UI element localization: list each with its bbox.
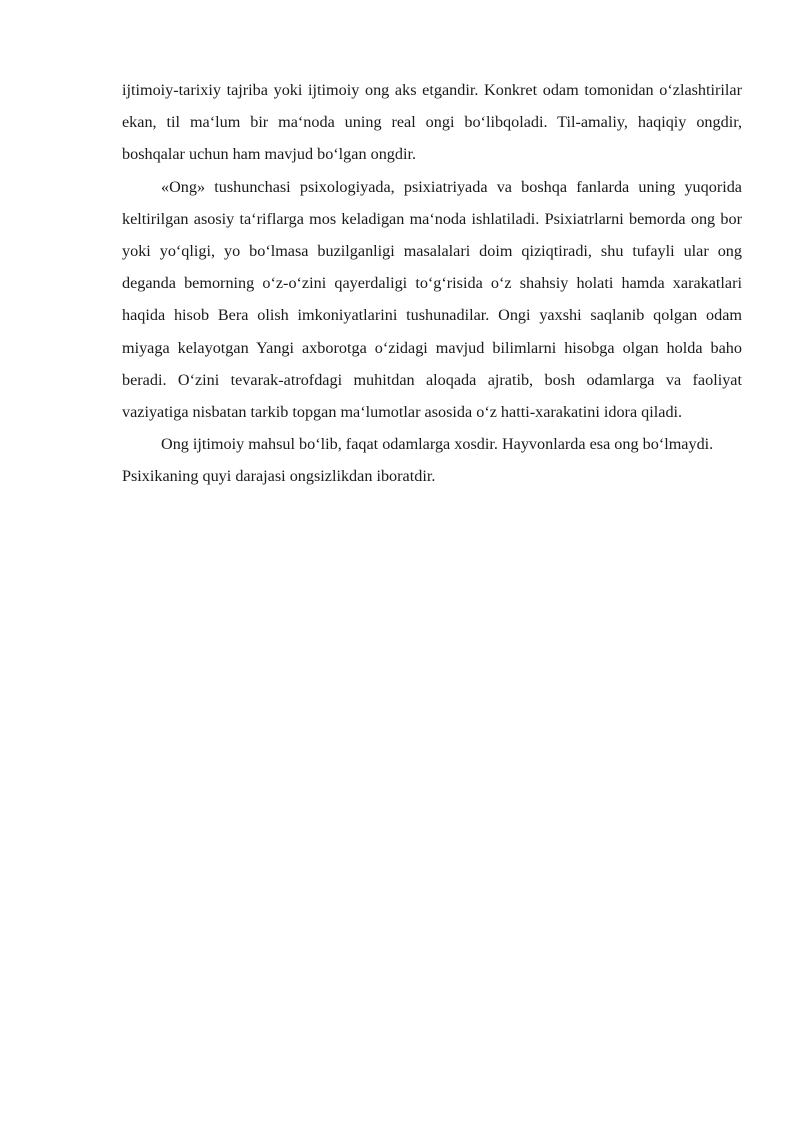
- body-text: [122, 74, 742, 493]
- paragraph-ong-concept: «Ong» tushunchasi psixologiyada, psixiatriyada va boshqa fanlarda uning yuqorida keltirilgan asosiy ta‘riflarga mos keladigan ma‘noda ishlatiladi. Psixiatrlarni bemorda ong bor yoki yo‘qligi, yo bo‘lmasa buzilganligi masalalari doim qiziqtiradi, shu tufayli ular ong deganda bemorning o‘z-o‘zini qayerdaligi to‘g‘risida o‘z shahsiy holati hamda xarakatlari haqida hisob Bera olish imkoniyatlarini tushunadilar. Ongi yaxshi saqlanib qolgan odam miyaga kelayotgan Yangi axborotga o‘zidagi mavjud bilimlarni hisobga olgan holda baho beradi. O‘zini tevarak-atrofdagi muhitdan aloqada ajratib, bosh odamlarga va faoliyat vaziyatiga nisbatan tarkib topgan ma‘lumotlar asosida o‘z hatti-xarakatini idora qiladi.: [122, 177, 742, 422]
- paragraph-social-product: Ong ijtimoiy mahsul bo‘lib, faqat odamlarga xosdir. Hayvonlarda esa ong bo‘lmaydi.: [161, 435, 714, 454]
- paragraph-lower-level: Psixikaning quyi darajasi ongsizlikdan iboratdir.: [122, 467, 436, 486]
- paragraph-continuation: ijtimoiy-tarixiy tajriba yoki ijtimoiy ong aks etgandir. Konkret odam tomonidan o‘zlashtirilar ekan, til ma‘lum bir ma‘noda uning real ongi bo‘libqoladi. Til-amaliy, haqiqiy ongdir, boshqalar uchun ham mavjud bo‘lgan ongdir.: [122, 81, 742, 164]
